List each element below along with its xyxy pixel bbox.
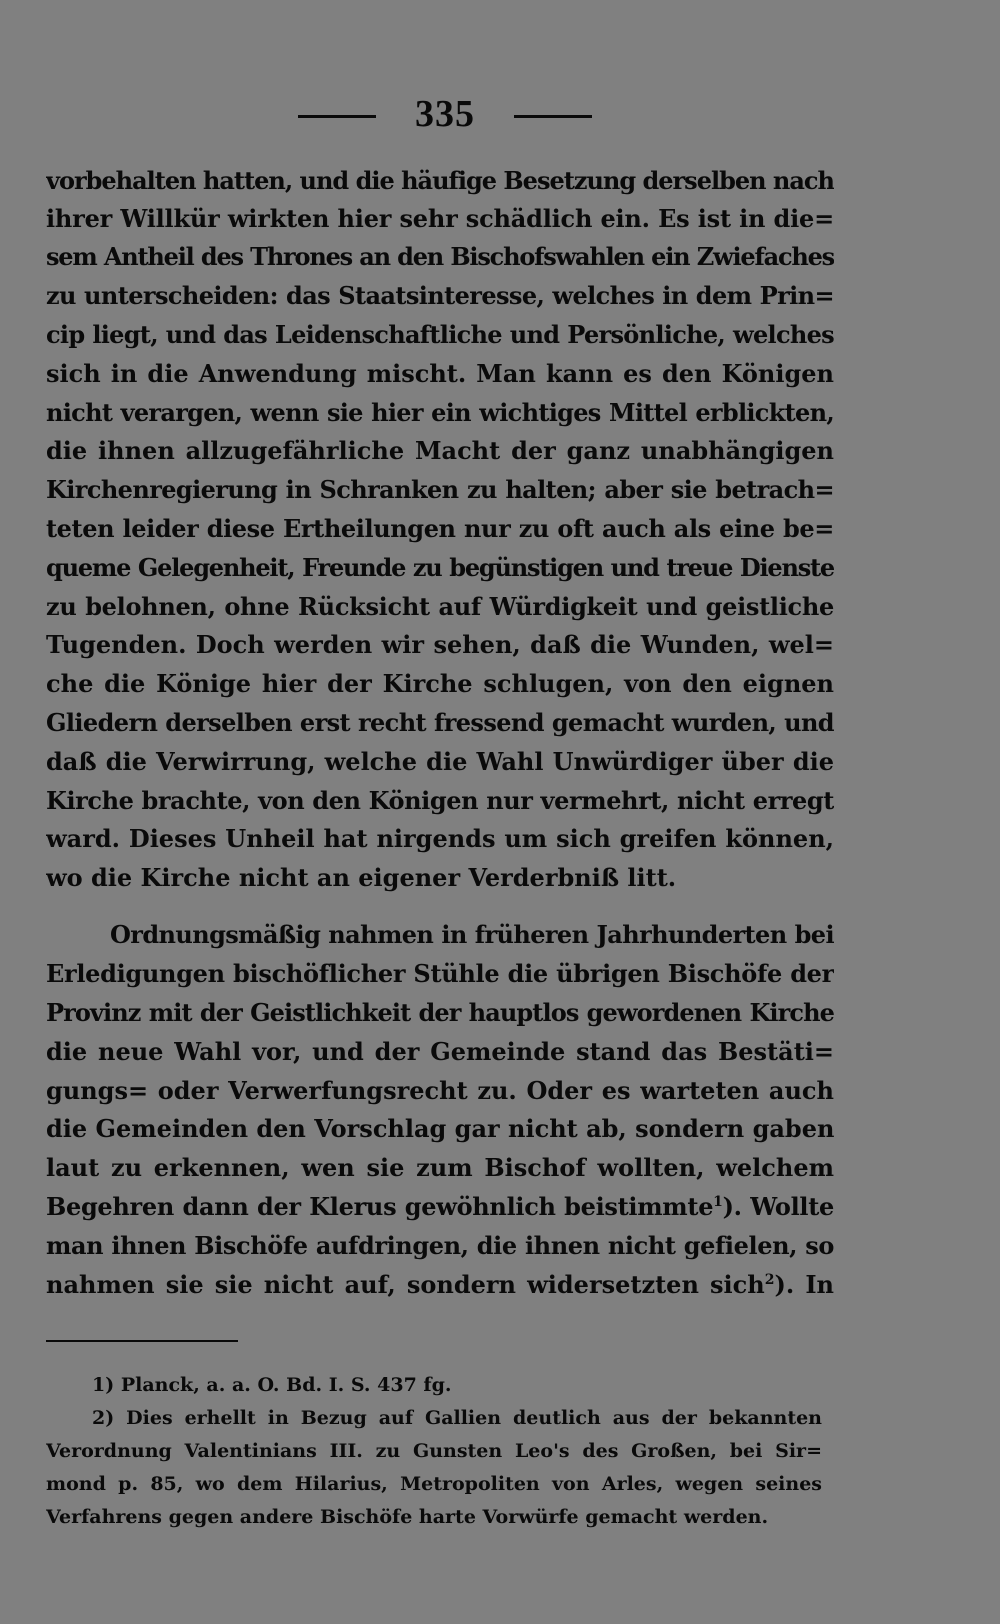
body-line: die neue Wahl vor, und der Gemeinde stand das Bestäti=	[46, 1037, 834, 1066]
body-line: ward. Dieses Unheil hat nirgends um sich greifen können,	[46, 824, 834, 853]
footnote-line: Verfahrens gegen andere Bischöfe harte Vorwürfe gemacht werden.	[46, 1506, 769, 1528]
body-line: vorbehalten hatten, und die häufige Besetzung derselben nach	[46, 166, 834, 195]
body-line: sem Antheil des Thrones an den Bischofswahlen ein Zwiefaches	[46, 242, 834, 271]
body-line-text: nahmen sie sie nicht auf, sondern widersetzten sich	[46, 1270, 765, 1299]
body-line: Erledigungen bischöflicher Stühle die übrigen Bischöfe der	[46, 959, 834, 988]
body-line: Provinz mit der Geistlichkeit der hauptlos gewordenen Kirche	[46, 998, 834, 1027]
body-line: zu belohnen, ohne Rücksicht auf Würdigkeit und geistliche	[46, 592, 834, 621]
body-line	[46, 1268, 834, 1302]
body-line: teten leider diese Ertheilungen nur zu oft auch als eine be=	[46, 514, 834, 543]
body-line: man ihnen Bischöfe aufdringen, die ihnen nicht gefielen, so	[46, 1231, 834, 1260]
body-line: Gliedern derselben erst recht fressend gemacht wurden, und	[46, 708, 834, 737]
header-rule-left	[298, 115, 376, 118]
body-line: che die Könige hier der Kirche schlugen, von den eignen	[46, 669, 834, 698]
body-line: Kirche brachte, von den Königen nur vermehrt, nicht erregt	[46, 786, 834, 815]
body-line: daß die Verwirrung, welche die Wahl Unwürdiger über die	[46, 747, 834, 776]
footnote-ref-1: 1	[713, 1194, 723, 1210]
footnote-line: 2) Dies erhellt in Bezug auf Gallien deutlich aus der bekannten	[92, 1407, 822, 1429]
body-line-tail: ). Wollte	[722, 1192, 834, 1221]
body-line-text: Begehren dann der Klerus gewöhnlich beistimmte	[46, 1192, 714, 1221]
body-line: die ihnen allzugefährliche Macht der ganz unabhängigen	[46, 436, 834, 465]
body-line: Kirchenregierung in Schranken zu halten; aber sie betrach=	[46, 475, 834, 504]
body-line: Ordnungsmäßig nahmen in früheren Jahrhunderten bei	[110, 920, 834, 949]
body-line: gungs= oder Verwerfungsrecht zu. Oder es warteten auch	[46, 1076, 834, 1105]
page-header	[0, 88, 1000, 140]
body-line: cip liegt, und das Leidenschaftliche und Persönliche, welches	[46, 320, 834, 349]
footnote-line: Verordnung Valentinians III. zu Gunsten Leo's des Großen, bei Sir=	[46, 1440, 822, 1462]
body-line: ihrer Willkür wirkten hier sehr schädlich ein. Es ist in die=	[46, 204, 834, 233]
page-number: 335	[415, 93, 475, 135]
body-line: zu unterscheiden: das Staatsinteresse, welches in dem Prin=	[46, 281, 834, 310]
body-line: nicht verargen, wenn sie hier ein wichtiges Mittel erblickten,	[46, 398, 834, 427]
body-line: Tugenden. Doch werden wir sehen, daß die Wunden, wel=	[46, 630, 834, 659]
footnote-line: 1) Planck, a. a. O. Bd. I. S. 437 fg.	[92, 1374, 452, 1396]
body-line: die Gemeinden den Vorschlag gar nicht ab, sondern gaben	[46, 1114, 834, 1143]
body-line: laut zu erkennen, wen sie zum Bischof wollten, welchem	[46, 1153, 834, 1182]
footnote-line: mond p. 85, wo dem Hilarius, Metropoliten von Arles, wegen seines	[46, 1473, 822, 1495]
body-line	[46, 1190, 834, 1224]
footnote-ref-2: 2	[764, 1272, 775, 1288]
body-line: sich in die Anwendung mischt. Man kann es den Königen	[46, 359, 834, 388]
body-line-tail: ). In	[774, 1270, 834, 1299]
footnote-divider	[46, 1340, 238, 1342]
body-line: queme Gelegenheit, Freunde zu begünstigen und treue Dienste	[46, 553, 834, 582]
header-rule-right	[514, 115, 592, 118]
body-line: wo die Kirche nicht an eigener Verderbniß litt.	[46, 863, 677, 892]
